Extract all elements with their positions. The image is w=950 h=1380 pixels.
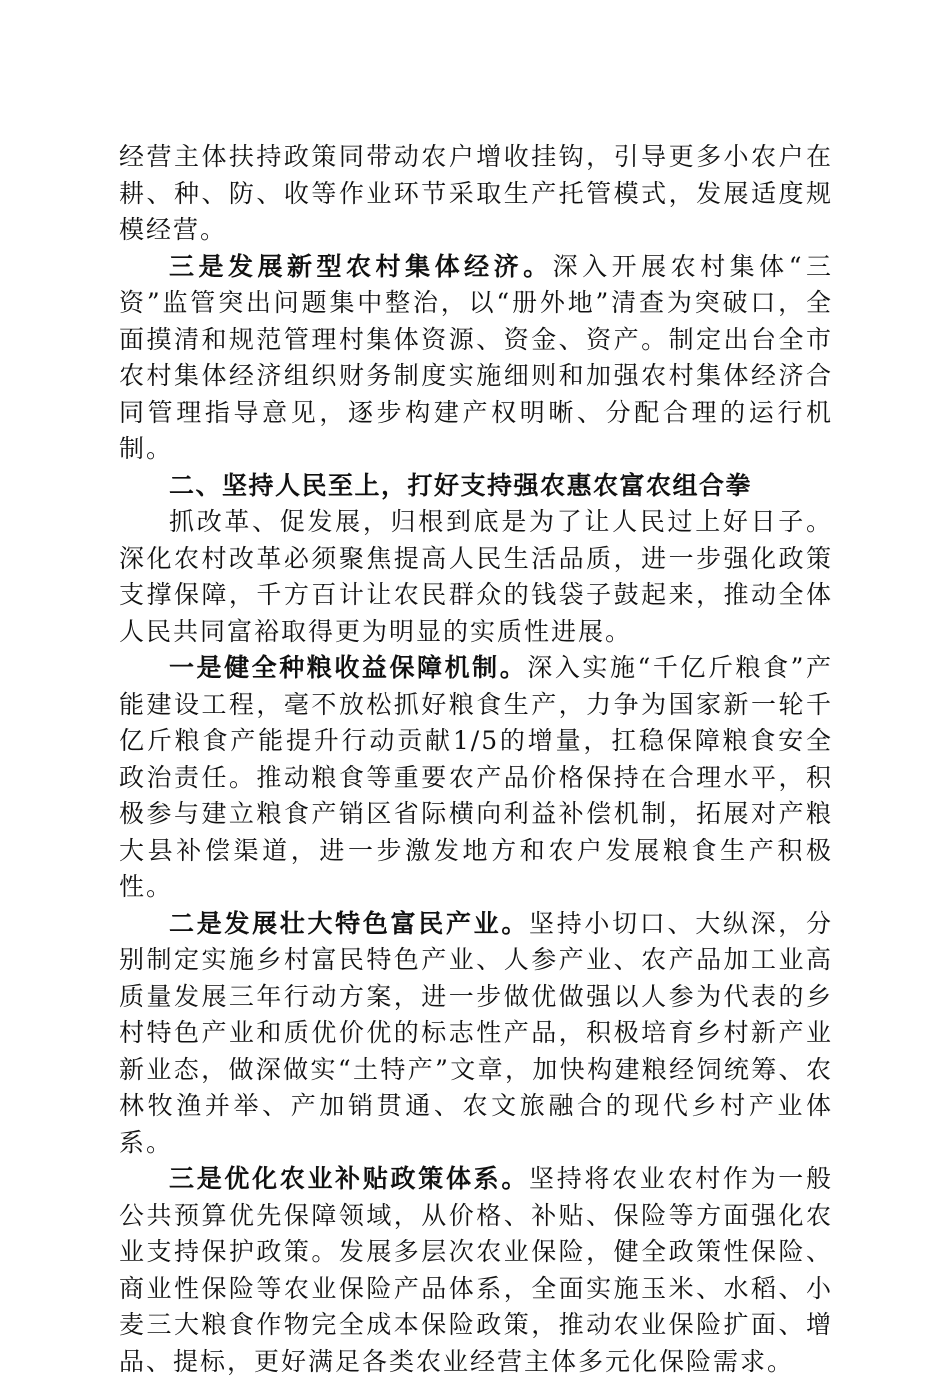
paragraph-grain-income xyxy=(119,650,833,906)
paragraph-text: 坚持小切口、大纵深，分别制定实施乡村富民特色产业、人参产业、农产品加工业高质量发展三年行动方案，进一步做优做强以人参为代表的乡村特色产业和质优价优的标志性产品，积极培育乡村新产业新业态，做深做实“土特产”文章，加快构建粮经饲统筹、农林牧渔并举、产加销贯通、农文旅融合的现代乡村产业体系。 xyxy=(119,908,833,1157)
paragraph-intro xyxy=(119,504,833,650)
section-heading: 二、坚持人民至上，打好支持强农惠农富农组合拳 xyxy=(169,470,753,500)
paragraph-text: 深入实施“千亿斤粮食”产能建设工程，毫不放松抓好粮食生产，力争为国家新一轮千亿斤粮食产能提升行动贡献1/5的增量，扛稳保障粮食安全政治责任。推动粮食等重要农产品价格保持在合理水平，积极参与建立粮食产销区省际横向利益补偿机制，拓展对产粮大县补偿渠道，进一步激发地方和农户发展粮食生产积极性。 xyxy=(119,653,833,901)
paragraph-subsidy-policy xyxy=(119,1161,833,1380)
paragraph-lead: 三是优化农业补贴政策体系。 xyxy=(169,1164,530,1193)
paragraph-text: 经营主体扶持政策同带动农户增收挂钩，引导更多小农户在耕、种、防、收等作业环节采取生产托管模式，发展适度规模经营。 xyxy=(119,142,833,244)
paragraph-featured-industry xyxy=(119,906,833,1162)
paragraph-lead: 三是发展新型农村集体经济。 xyxy=(169,251,553,281)
paragraph-continuation xyxy=(119,139,833,249)
paragraph-text: 坚持将农业农村作为一般公共预算优先保障领域，从价格、补贴、保险等方面强化农业支持保护政策。发展多层次农业保险，健全政策性保险、商业性保险等农业保险产品体系，全面实施玉米、水稻、小麦三大粮食作物完全成本保险政策，推动农业保险扩面、增品、提标，更好满足各类农业经营主体多元化保险需求。 xyxy=(119,1164,833,1376)
paragraph-lead: 二是发展壮大特色富民产业。 xyxy=(169,908,530,938)
paragraph-text: 抓改革、促发展，归根到底是为了让人民过上好日子。深化农村改革必须聚焦提高人民生活品质，进一步强化政策支撑保障，千方百计让农民群众的钱袋子鼓起来，推动全体人民共同富裕取得更为明显的实质性进展。 xyxy=(119,507,833,646)
paragraph-collective-economy xyxy=(119,249,833,468)
document-body xyxy=(119,139,833,1380)
paragraph-lead: 一是健全种粮收益保障机制。 xyxy=(169,653,528,682)
paragraph-text: 深入开展农村集体“三资”监管突出问题集中整治，以“册外地”清查为突破口，全面摸清和规范管理村集体资源、资金、资产。制定出台全市农村集体经济组织财务制度实施细则和加强农村集体经济合同管理指导意见，逐步构建产权明晰、分配合理的运行机制。 xyxy=(119,251,833,463)
